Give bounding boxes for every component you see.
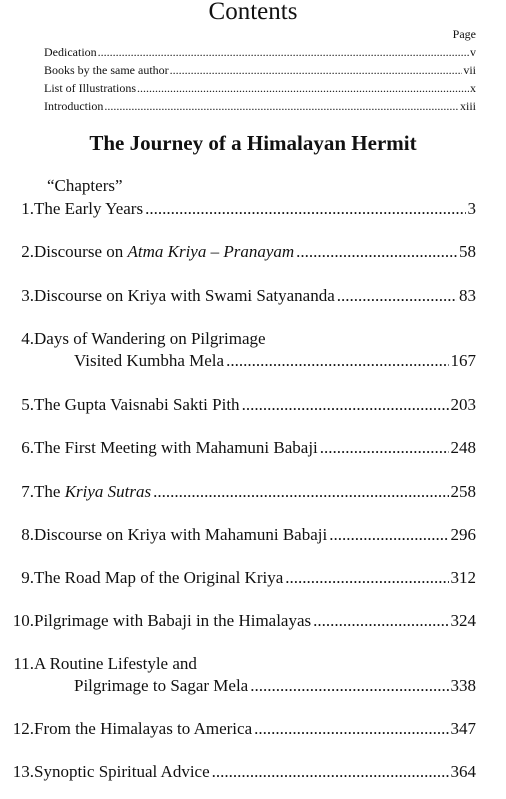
dot-leader <box>104 97 459 115</box>
entry-title: Introduction <box>44 99 104 113</box>
dot-leader <box>137 79 469 97</box>
chapter-number: 8. <box>21 525 34 544</box>
dot-leader <box>170 61 463 79</box>
chapter-number: 9. <box>21 568 34 587</box>
dot-leader <box>153 481 448 503</box>
chapter-page: 248 <box>450 438 476 457</box>
chapter-number: 11. <box>13 654 34 673</box>
chapter-page: 203 <box>450 395 476 414</box>
chapter-entry[interactable] <box>0 524 476 546</box>
dot-leader <box>98 43 469 61</box>
chapter-title: The Kriya Sutras <box>34 482 152 501</box>
chapter-title: The Road Map of the Original Kriya <box>34 568 284 587</box>
chapter-number: 13. <box>12 762 34 781</box>
dot-leader <box>226 350 448 372</box>
page-title: Contents <box>208 0 298 25</box>
chapter-number: 2. <box>21 242 34 261</box>
chapter-page: 347 <box>450 719 476 738</box>
entry-page: vii <box>463 63 476 77</box>
front-matter-entry[interactable] <box>44 43 476 61</box>
dot-leader <box>337 285 457 307</box>
front-matter-list <box>44 43 476 115</box>
entry-page: xiii <box>459 99 476 113</box>
entry-page: x <box>470 81 476 95</box>
chapter-number: 5. <box>21 395 34 414</box>
chapter-title: Visited Kumbha Mela <box>74 351 225 370</box>
chapter-entry[interactable] <box>0 481 476 503</box>
dot-leader <box>313 610 448 632</box>
chapter-entry[interactable] <box>0 328 476 372</box>
entry-title: List of Illustrations <box>44 81 136 95</box>
chapter-entry[interactable] <box>0 718 476 740</box>
dot-leader <box>145 198 465 220</box>
chapter-entry[interactable] <box>0 437 476 459</box>
chapter-page: 167 <box>450 351 476 370</box>
chapter-page: 324 <box>450 611 476 630</box>
chapter-title: From the Himalayas to America <box>34 719 253 738</box>
chapter-entry[interactable] <box>0 394 476 416</box>
dot-leader <box>242 394 449 416</box>
entry-page: v <box>470 45 476 59</box>
chapter-page: 83 <box>459 286 476 305</box>
chapter-title: Pilgrimage to Sagar Mela <box>74 676 249 695</box>
chapters-label: “Chapters” <box>47 176 123 195</box>
chapter-page: 258 <box>450 482 476 501</box>
chapter-page: 312 <box>450 568 476 587</box>
chapter-number: 7. <box>21 482 34 501</box>
chapter-entry[interactable] <box>0 610 476 632</box>
entry-title: Books by the same author <box>44 63 169 77</box>
chapter-title: The Gupta Vaisnabi Sakti Pith <box>34 395 240 414</box>
dot-leader <box>212 761 449 783</box>
chapter-number: 1. <box>21 199 34 218</box>
dot-leader <box>329 524 448 546</box>
chapter-title: Pilgrimage with Babaji in the Himalayas <box>34 611 312 630</box>
chapter-entry[interactable] <box>0 761 476 783</box>
chapter-entry[interactable] <box>0 567 476 589</box>
chapter-entry[interactable] <box>0 285 476 307</box>
chapter-number: 3. <box>21 286 34 305</box>
book-title: The Journey of a Himalayan Hermit <box>89 131 417 155</box>
chapter-page: 296 <box>450 525 476 544</box>
entry-title: Dedication <box>44 45 97 59</box>
chapter-title-line1: A Routine Lifestyle and <box>34 654 197 673</box>
dot-leader <box>285 567 448 589</box>
chapter-title: Discourse on Atma Kriya – Pranayam <box>34 242 295 261</box>
chapter-title-line1: Days of Wandering on Pilgrimage <box>34 329 266 348</box>
chapter-title: The First Meeting with Mahamuni Babaji <box>34 438 318 457</box>
chapter-page: 364 <box>450 762 476 781</box>
front-matter-entry[interactable] <box>44 79 476 97</box>
chapter-title: Discourse on Kriya with Swami Satyananda <box>34 286 335 305</box>
chapter-title: The Early Years <box>34 199 144 218</box>
page-column-label: Page <box>452 27 476 41</box>
chapter-number: 4. <box>21 329 34 348</box>
chapter-page: 58 <box>459 242 476 261</box>
chapter-number: 10. <box>12 611 34 630</box>
chapter-page: 338 <box>450 676 476 695</box>
front-matter-entry[interactable] <box>44 61 476 79</box>
dot-leader <box>254 718 448 740</box>
dot-leader <box>296 241 457 263</box>
chapter-entry[interactable] <box>0 241 476 263</box>
dot-leader <box>250 675 448 697</box>
chapter-title: Synoptic Spiritual Advice <box>34 762 210 781</box>
chapter-title: Discourse on Kriya with Mahamuni Babaji <box>34 525 328 544</box>
dot-leader <box>320 437 449 459</box>
front-matter-entry[interactable] <box>44 97 476 115</box>
chapter-entry[interactable] <box>0 653 476 697</box>
chapter-entry[interactable] <box>0 198 476 220</box>
chapter-number: 12. <box>12 719 34 738</box>
chapter-number: 6. <box>21 438 34 457</box>
chapter-page: 3 <box>467 199 476 218</box>
